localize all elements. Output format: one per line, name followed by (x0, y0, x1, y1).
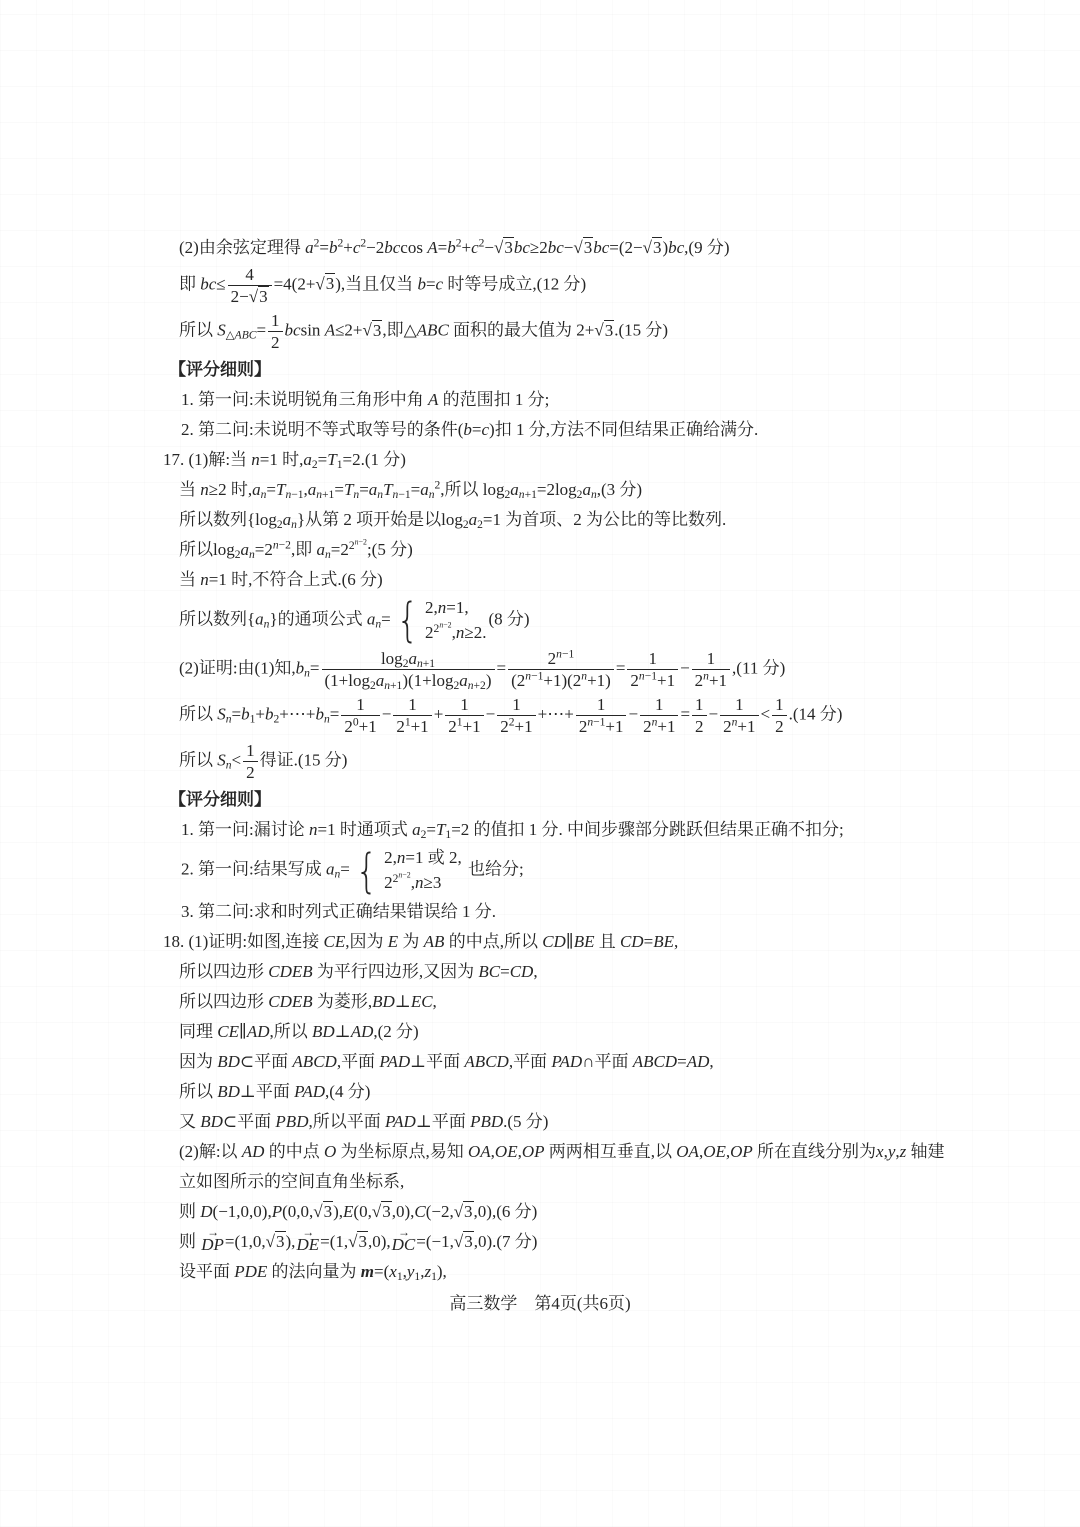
q17-part1-general-term: 所以数列$\{a_n\}$的通项公式 $a_n=$ { 2,n=1, $2^{2^{n-2}},n\ge 2$. (8 分) (179, 593, 530, 648)
q18-part2-vectors: 则 → DP =(1,0,√3), → DE =(1,√3,0), → DC =(−1,√3,0).(7 分) (179, 1225, 538, 1255)
q18-part1-bd-ad: 同理 CE∥AD,所以 BD⊥AD,(2 分) (179, 1022, 419, 1042)
q18-part1-rhombus: 所以四边形 CDEB 为菱形,BD⊥EC, (179, 992, 437, 1012)
q18-part2-normal-vector: 设平面 PDE 的法向量为 $m=(x_1,y_1,z_1)$, (179, 1262, 447, 1284)
q16-part2-bc-bound: 即 bc≤ $\frac{4}{2-√3}$ =4(2+√3),当且仅当 b=c 时等号成立,(12 分) (179, 265, 587, 307)
q18-part1-connect-ce: 18. (1)证明:如图,连接 CE,因为 E 为 AB 的中点,所以 CD∥BE 且 CD=BE, (163, 932, 679, 952)
q16-part2-cosine-rule: (2)由余弦定理得 $a^2=b^2+c^2-2bccos$ $A=b^2+c^2-√3bc\ge 2bc-√3bc=(2-√3)bc,(9$ 分) (179, 236, 730, 257)
q18-part2-setup: (2)解:以 AD 的中点 O 为坐标原点,易知 OA,OE,OP 两两相互垂直,以 OA,OE,OP 所在直线分别为x,y,z 轴建 (179, 1142, 945, 1162)
q18-part1-planes: 因为 BD⊂平面 ABCD,平面 PAD⊥平面 ABCD,平面 PAD∩平面 ABCD=AD, (179, 1052, 714, 1072)
q16-rubric-1: 1. 第一问:未说明锐角三角形中角 A 的范围扣 1 分; (181, 390, 550, 410)
q17-part2-sum: 所以 $S_n=b_1+b_2+\cdots+b_n=$ $\frac{1}{2^0+1}$ − $\frac{1}{2^1+1}$ + $\frac{1}{2^1+1}$ − $\frac{1}{2^2+1}$ +⋯+ $\frac{1}{2^{n-1}+1}$ − $\frac{1}{2^n+1}$ = $\frac{1}{2}$ − $\frac{1}{2^n+1}$ < $\frac{1}{2}$ .(14 分) (179, 695, 843, 737)
q16-rubric-heading: 【评分细则】 (169, 360, 271, 380)
q17-rubric-3: 3. 第二问:求和时列式正确结果错误给 1 分. (181, 902, 496, 922)
q16-rubric-2: 2. 第二问:未说明不等式取等号的条件(b=c)扣 1 分,方法不同但结果正确给满分. (181, 420, 759, 440)
q17-part2-bn: (2)证明:由(1)知$,b_n=$ $\frac{\log_2a_{n+1}}{(1+\log_2a_{n+1})(1+\log_2a_{n+2})}$ = $\frac{2^{n-1}}{(2^{n-1}+1)(2^n+1)}$ = $\frac{1}{2^{n-1}+1}$ − $\frac{1}{2^n+1}$ ,(11 分) (179, 647, 786, 693)
q18-part1-parallelogram: 所以四边形 CDEB 为平行四边形,又因为 BC=CD, (179, 962, 538, 982)
q18-part1-bd-perp-pad: 所以 BD⊥平面 PAD,(4 分) (179, 1082, 371, 1102)
footer-text: 高三数学 第4页(共6页) (449, 1294, 631, 1313)
q17-part2-conclusion: 所以 $S_n<$ $\frac{1}{2}$ 得证.(15 分) (179, 741, 348, 783)
page-footer (0, 1290, 1080, 1317)
q17-part1-log-formula: 所以$\log_2a_n=2^{n-2}$,即 $a_n=2^{2^{n-2}};(5$ 分) (179, 537, 413, 561)
q17-part1-recurrence: 当 n≥2 时$,a_n=T_{n-1},a_{n+1}=T_n=a_nT_{n-1}=a_n^2$,所以 $\log_2a_{n+1}=2\log_2a_n,(3$ 分) (179, 478, 643, 501)
q18-part2-setup-cont: 立如图所示的空间直角坐标系, (179, 1172, 405, 1192)
q17-part1-n1-check: 当 n=1 时,不符合上式.(6 分) (179, 570, 383, 590)
q18-part1-conclusion: 又 BD⊂平面 PBD,所以平面 PAD⊥平面 PBD.(5 分) (179, 1112, 549, 1132)
q17-rubric-2: 2. 第一问:结果写成 $a_n=$ { 2,n=1 或 2, $2^{2^{n-2}},n\ge 3$ 也给分; (181, 843, 524, 898)
q18-part2-coords: 则 D(−1,0,0),P(0,0,√3),E(0,√3,0),C(−2,√3,0),(6 分) (179, 1202, 538, 1222)
q17-part1-geometric: 所以数列$\{\log_2a_n\}$从第 2 项开始是以$\log_2a_2=1$ 为首项、2 为公比的等比数列. (179, 510, 727, 531)
q17-rubric-heading: 【评分细则】 (169, 790, 271, 810)
q17-part1-n1: 17. (1)解:当 n=1 时$,a_2=T_1=2.(1$ 分) (163, 450, 406, 471)
q17-rubric-1: 1. 第一问:漏讨论 n=1 时通项式 $a_2=T_1=2$ 的值扣 1 分. 中间步骤部分跳跃但结果正确不扣分; (181, 820, 844, 842)
q16-part2-area-max: 所以 $S_{\triangle ABC}=$ $\frac{1}{2}$ bcsin A≤2+√3,即△ABC 面积的最大值为 2+√3.(15 分) (179, 311, 669, 353)
